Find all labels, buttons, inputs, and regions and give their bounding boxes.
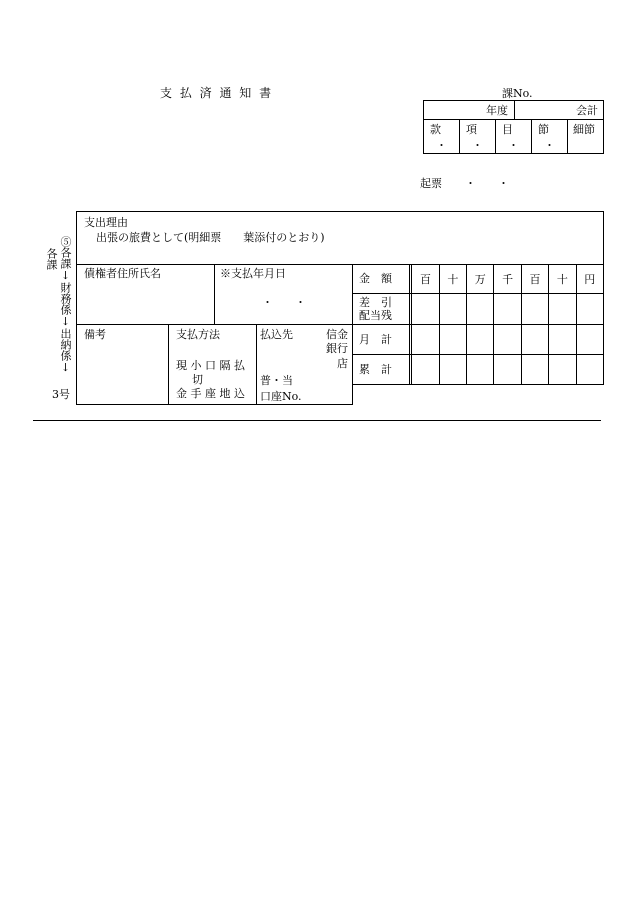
bottom-divider bbox=[33, 420, 601, 421]
pay-date-label: ※支払年月日 bbox=[220, 267, 286, 280]
section-number-label: 課No. bbox=[502, 87, 533, 100]
setsu-dot: ・ bbox=[544, 139, 555, 152]
moku-label: 目 bbox=[502, 123, 513, 136]
kan-dot: ・ bbox=[436, 139, 447, 152]
digit-sen: 千 bbox=[494, 265, 521, 294]
fiscal-year-label: 年度 bbox=[486, 104, 508, 117]
form-number: 3号 bbox=[52, 388, 70, 401]
payment-method-label: 支払方法 bbox=[176, 328, 220, 341]
payment-method-line1: 現 小 口 隔 払 bbox=[176, 359, 245, 372]
form-title: 支 払 済 通 知 書 bbox=[160, 86, 274, 100]
reason-text: 出張の旅費として(明細票 葉添付のとおり) bbox=[96, 231, 325, 244]
routing-column-inner: ⑤各課↓財務係↓出納係↓ bbox=[59, 236, 72, 374]
account-type: 普・当 bbox=[260, 374, 293, 387]
amount-grid bbox=[352, 264, 604, 385]
balance-row-label: 差 引 配当残 bbox=[353, 294, 410, 325]
pay-date-dots: ・ ・ bbox=[262, 296, 306, 309]
payee-label: 払込先 bbox=[260, 328, 293, 341]
kou-dot: ・ bbox=[472, 139, 483, 152]
remarks-label: 備考 bbox=[84, 328, 106, 341]
payment-method-line3: 金 手 座 地 込 bbox=[176, 387, 245, 400]
kou-label: 項 bbox=[466, 123, 477, 136]
bank-type-line2: 銀行 bbox=[326, 342, 348, 355]
digit-hyaku-man: 百 bbox=[412, 265, 439, 294]
account-number-label: 口座No. bbox=[260, 390, 302, 403]
saisetsu-label: 細節 bbox=[573, 123, 595, 136]
drafted-label: 起票 bbox=[420, 177, 442, 190]
monthly-total-label: 月 計 bbox=[353, 325, 410, 355]
drafted-date-dots: ・ ・ bbox=[465, 177, 509, 190]
routing-column-outer: 各課 bbox=[45, 248, 58, 270]
creditor-label: 債権者住所氏名 bbox=[84, 267, 161, 280]
bank-type-line1: 信金 bbox=[326, 328, 348, 341]
digit-man: 万 bbox=[467, 265, 494, 294]
accounting-label: 会計 bbox=[576, 104, 598, 117]
setsu-label: 節 bbox=[538, 123, 549, 136]
amount-row-label: 金 額 bbox=[353, 265, 410, 294]
kan-label: 款 bbox=[430, 123, 441, 136]
branch-label: 店 bbox=[337, 357, 348, 370]
reason-label: 支出理由 bbox=[84, 216, 128, 229]
cumulative-total-label: 累 計 bbox=[353, 355, 410, 385]
digit-en: 円 bbox=[576, 265, 603, 294]
digit-hyaku: 百 bbox=[521, 265, 548, 294]
digit-juu-man: 十 bbox=[439, 265, 466, 294]
moku-dot: ・ bbox=[508, 139, 519, 152]
payment-method-line2: 切 bbox=[192, 373, 203, 386]
digit-juu: 十 bbox=[549, 265, 576, 294]
